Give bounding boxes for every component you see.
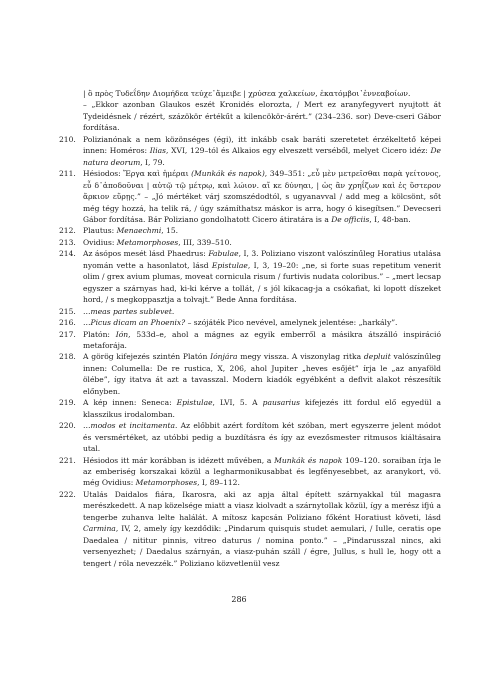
- endnote-text: Utalás Daidalos fiára, Ikarosra, aki az apja által épített szárnyakkal túl magasra merészkedett. A nap közelsége miatt a viasz kiolvadt a szárnytollak közül, így a merész ifjú a tengerbe zuhanva lelte halálát. A mítosz kapcsán Poliziano főként Horatiust követi, lásd Carmina, IV, 2, amely így kezdődik: „Pindarum quisquis studet aemulari, / Iulle, ceratis ope Daedalea / nititur pinnis, vitreo daturus / nomina ponto.” – „Pindarusszal nincs, aki versenyezhet; / Daedalus szárnyán, a viasz-puhán száll / égre, Jullus, s hull le, hogy ott a tengert / róla nevezzék.” Poliziano közvetlenül vesz: [83, 489, 441, 568]
- endnote: [59, 317, 441, 328]
- endnote-number: 213.: [59, 237, 76, 247]
- endnote: [59, 420, 441, 454]
- endnote-number: 216.: [59, 318, 76, 328]
- endnote: [59, 306, 441, 317]
- endnote-text: Az ásópos mesét lásd Phaedrus: Fabulae, I, 3. Poliziano viszont valószínűleg Horatius utalása nyomán vette a hasonlatot, lásd Epistulae, I, 3, 19–20: „ne, si forte suas repetitum venerit olim / grex avium plumas, moveat cornicula risum / furtivis nudata coloribus.” – „mert lecsap egyszer a szárnyas had, ki-ki kérve a tollát, / s jól kikacag-ja a csókafiat, ki lopott díszeket hord, / s megkoppasztja a tolvajt.” Bede Anna fordítása.: [83, 249, 441, 305]
- endnote: [59, 489, 441, 569]
- endnote-number: 214.: [59, 249, 76, 259]
- note-continuation: | ὃ πρὸς Τυδεΐδην Διομήδεα τεύχε᾽ἄμειβε | χρύσεα χαλκείων, ἑκατόμβοι᾽ἐννεαβοίων.: [83, 89, 411, 98]
- endnote-text: Hésiodos itt már korábban is idézett művében, a Munkák és napok 109–120. soraiban írja le az emberiség korszakai közül a legharmonikusabbat és legfényesebbet, az aranykort, vö. még Ovidius: Metamorphoses, I, 89–112.: [83, 455, 441, 488]
- endnote-number: 212.: [59, 226, 76, 236]
- endnote-number: 211.: [59, 169, 76, 179]
- endnotes: [59, 88, 441, 569]
- endnote: [59, 248, 441, 305]
- endnote-text: A görög kifejezés szintén Platón Iónjára megy vissza. A viszonylag ritka depluit valószínűleg innen: Columella: De re rustica, X, 206, ahol Jupiter „heves esőjét” írja le „az anyaföld ölébe”, így itatva át azt a tavasszal. Modern kiadók egyébként a deflvit alakot részesítik előnyben.: [83, 352, 441, 396]
- endnote: [59, 134, 441, 168]
- endnote-number: 222.: [59, 489, 76, 499]
- endnote: [59, 237, 441, 248]
- endnote-number: 219.: [59, 398, 76, 408]
- note-continuation-translation: – „Ekkor azonban Glaukos eszét Kronidés elorozta, / Mert ez aranyfegyvert nyujtott át Tydeidésnek / rézért, százökör értékűt a kilencökör-árért.” (234–236. sor) Deve-cseri Gábor fordítása.: [83, 100, 441, 133]
- endnote-number: 218.: [59, 352, 76, 362]
- endnote-text: Ovidius: Metamorphoses, III, 339–510.: [83, 237, 232, 247]
- endnote-text: …Picus dicam an Phoenix? – szójáték Pico nevével, amelynek jelentése: „harkály”.: [83, 318, 398, 328]
- endnote-text: …meas partes sublevet.: [83, 306, 175, 316]
- endnote: [59, 329, 441, 352]
- endnote-number: 210.: [59, 134, 76, 144]
- endnote-number: 221.: [59, 455, 76, 465]
- endnote-number: 217.: [59, 329, 76, 339]
- endnote-number: 220.: [59, 421, 76, 431]
- endnote-text: Plautus: Menaechmi, 15.: [83, 226, 179, 236]
- endnote-text: Polizianónak a nem közönséges (égi), itt inkább csak baráti szeretetet érzékeltető képei innen: Homéros: Ilias, XVI, 129–tól és Alkaios egy elveszett verséből, melyet Cicero idéz: De natura deorum, I, 79.: [83, 134, 441, 167]
- endnote-number: 215.: [59, 306, 76, 316]
- endnote: [59, 168, 441, 225]
- endnote-text: Hésiodos: Ἔργα καὶ ἡμέραι (Munkák és napok), 349–351: „εὖ μὲν μετρεῖσθαι παρὰ γείτονος, εὖ δ᾽ἀποδοῦναι | αὐτῷ τῷ μέτρῳ, καὶ λώιον. αἴ κε δύνηαι, | ὡς ἂν χρηΐζων καὶ ἐς ὕστερον ἄρκιον εὕρῃς.” – „Jó mértéket várj szomszédodtól, s ugyanavval / add meg a kölcsönt, sőt még tégy hozzá, ha telik rá, / úgy számíthatsz máskor is arra, hogy ó kisegítsen.” Devecseri Gábor fordítása. Bár Poliziano gondolhatott Cicero átiratára is a De officiis, I, 48-ban.: [83, 169, 441, 224]
- endnote: [59, 225, 441, 236]
- endnote: [59, 455, 441, 489]
- endnote-text: A kép innen: Seneca: Epistulae, LVI, 5. A pausarius kifejezés itt fordul elő egyedül a klasszikus irodalomban.: [83, 398, 442, 419]
- endnote: [59, 397, 441, 420]
- page-number: 286: [231, 595, 247, 604]
- endnote: [59, 351, 441, 397]
- endnote-text: …modos et incitamenta. Az előbbit azért fordítom két szóban, mert egyszerre jelent módot és versmértéket, az utóbbi pedig a buzdításra és így az evezősmester ritmusos kiáltásaira utal.: [83, 421, 441, 454]
- endnote-text: Platón: Ión, 533d–e, ahol a mágnes az egyik emberről a másikra átszálló inspiráció metaforája.: [83, 329, 441, 350]
